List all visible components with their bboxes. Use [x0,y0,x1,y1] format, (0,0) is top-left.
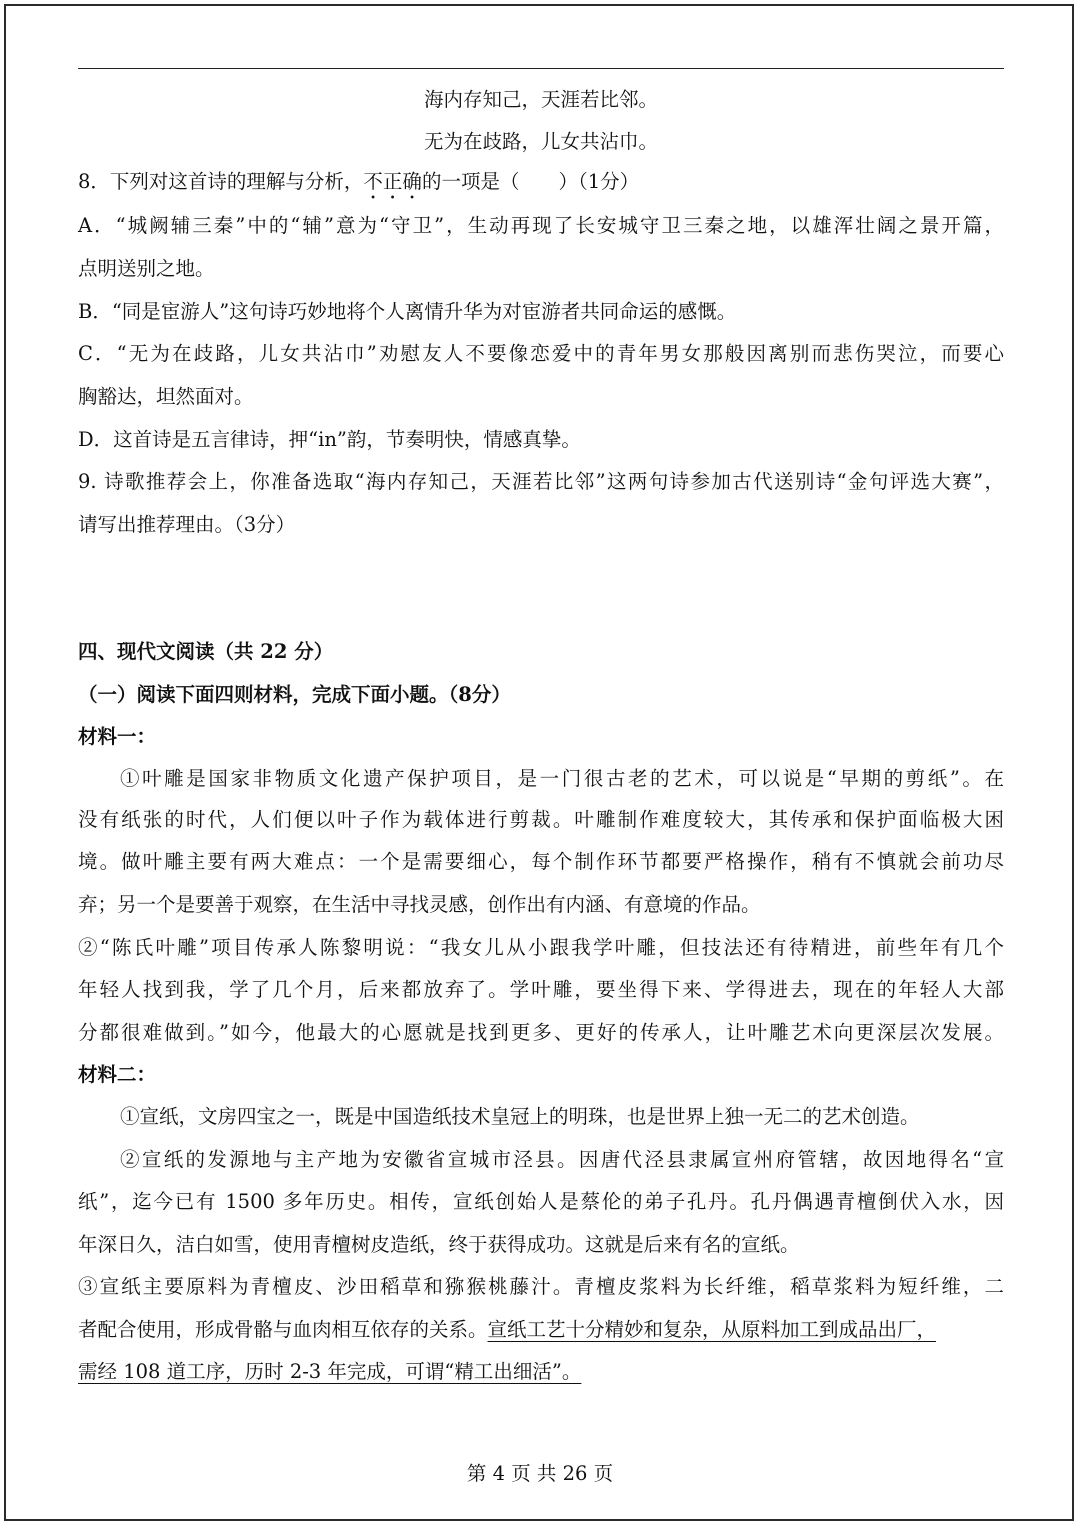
question-8-stem-suffix: 的一项是（ ）（1分） [421,170,640,193]
material-2-para-3-text: 者配合使用，形成骨骼与血肉相互依存的关系。 [78,1318,488,1341]
material-1-para-2-line-3: 分都很难做到。”如今，他最大的心愿就是找到更多、更好的传承人，让叶雕艺术向更深层次发展。 [78,1021,1004,1044]
question-8-stem [78,168,1004,204]
material-1-para-1-line-4: 弃；另一个是要善于观察，在生活中寻找灵感，创作出有内涵、有意境的作品。 [78,893,761,916]
material-2-para-2-line-2: 纸”，迄今已有 1500 多年历史。相传，宣纸创始人是蔡伦的弟子孔丹。孔丹偶遇青檀倒伏入水，因 [78,1190,1004,1213]
material-2-para-3-line-2 [78,1316,1004,1344]
subsection-1-title: （一）阅读下面四则材料，完成下面小题。（8分） [78,683,511,706]
question-8-emphasis: 不正确 [363,170,422,193]
material-1-para-1-line-3: 境。做叶雕主要有两大难点：一个是需要细心，每个制作环节都要严格操作，稍有不慎就会前功尽 [78,850,1004,873]
material-1-para-1-line-1: ①叶雕是国家非物质文化遗产保护项目，是一门很古老的艺术，可以说是“早期的剪纸”。在 [120,767,1004,790]
material-2-para-2-line-1: ②宣纸的发源地与主产地为安徽省宣城市泾县。因唐代泾县隶属宣州府管辖，故因地得名“宣 [120,1148,1004,1171]
question-8-option-d: D．这首诗是五言律诗，押“in”韵，节奏明快，情感真挚。 [78,428,581,451]
poem-line-2: 无为在歧路，儿女共沾巾。 [423,130,658,153]
material-1-para-2-line-2: 年轻人找到我，学了几个月，后来都放弃了。学叶雕，要坐得下来、学得进去，现在的年轻人大部 [78,978,1004,1001]
material-1-para-2-line-1: ②“陈氏叶雕”项目传承人陈黎明说：“我女儿从小跟我学叶雕，但技法还有待精进，前些年有几个 [78,936,1004,959]
question-8-stem-prefix: 8．下列对这首诗的理解与分析， [78,170,364,193]
material-2-para-3-line-1: ③宣纸主要原料为青檀皮、沙田稻草和猕猴桃藤汁。青檀皮浆料为长纤维，稻草浆料为短纤维，二 [78,1275,1004,1298]
material-2-para-2-line-3: 年深日久，洁白如雪，使用青檀树皮造纸，终于获得成功。这就是后来有名的宣纸。 [78,1233,800,1256]
material-2-para-3-line-3 [78,1358,1004,1386]
material-2-underlined-text-1: 宣纸工艺十分精妙和复杂，从原料加工到成品出厂， [487,1318,937,1341]
poem-line-1: 海内存知己，天涯若比邻。 [423,88,658,111]
question-8-option-a-line-1: A．“城阙辅三秦”中的“辅”意为“守卫”，生动再现了长安城守卫三秦之地，以雄浑壮阔之景开篇， [78,214,1004,237]
question-8-option-b: B．“同是宦游人”这句诗巧妙地将个人离情升华为对宦游者共同命运的感慨。 [78,300,737,323]
question-8-option-c-line-2: 胸豁达，坦然面对。 [78,385,254,408]
material-2-underlined-text-2: 需经 108 道工序，历时 2-3 年完成，可谓“精工出细活”。 [78,1360,582,1383]
material-1-para-1-line-2: 没有纸张的时代，人们便以叶子作为载体进行剪裁。叶雕制作难度较大，其传承和保护面临极大困 [78,808,1004,831]
material-2-heading: 材料二： [78,1063,157,1086]
question-8-option-a-line-2: 点明送别之地。 [78,257,215,280]
material-1-heading: 材料一： [78,725,157,748]
header-rule [78,68,1004,69]
question-9-line-2: 请写出推荐理由。（3分） [78,513,296,536]
material-2-para-1: ①宣纸，文房四宝之一，既是中国造纸技术皇冠上的明珠，也是世界上独一无二的艺术创造。 [120,1105,920,1128]
page-number: 第 4 页 共 26 页 [466,1462,614,1485]
question-9-line-1: 9. 诗歌推荐会上，你准备选取“海内存知己，天涯若比邻”这两句诗参加古代送别诗“金句评选大赛”， [78,470,1004,493]
question-8-option-c-line-1: C．“无为在歧路，儿女共沾巾”劝慰友人不要像恋爱中的青年男女那般因离别而悲伤哭泣，而要心 [78,342,1004,365]
section-4-title: 四、现代文阅读（共 22 分） [78,640,334,663]
